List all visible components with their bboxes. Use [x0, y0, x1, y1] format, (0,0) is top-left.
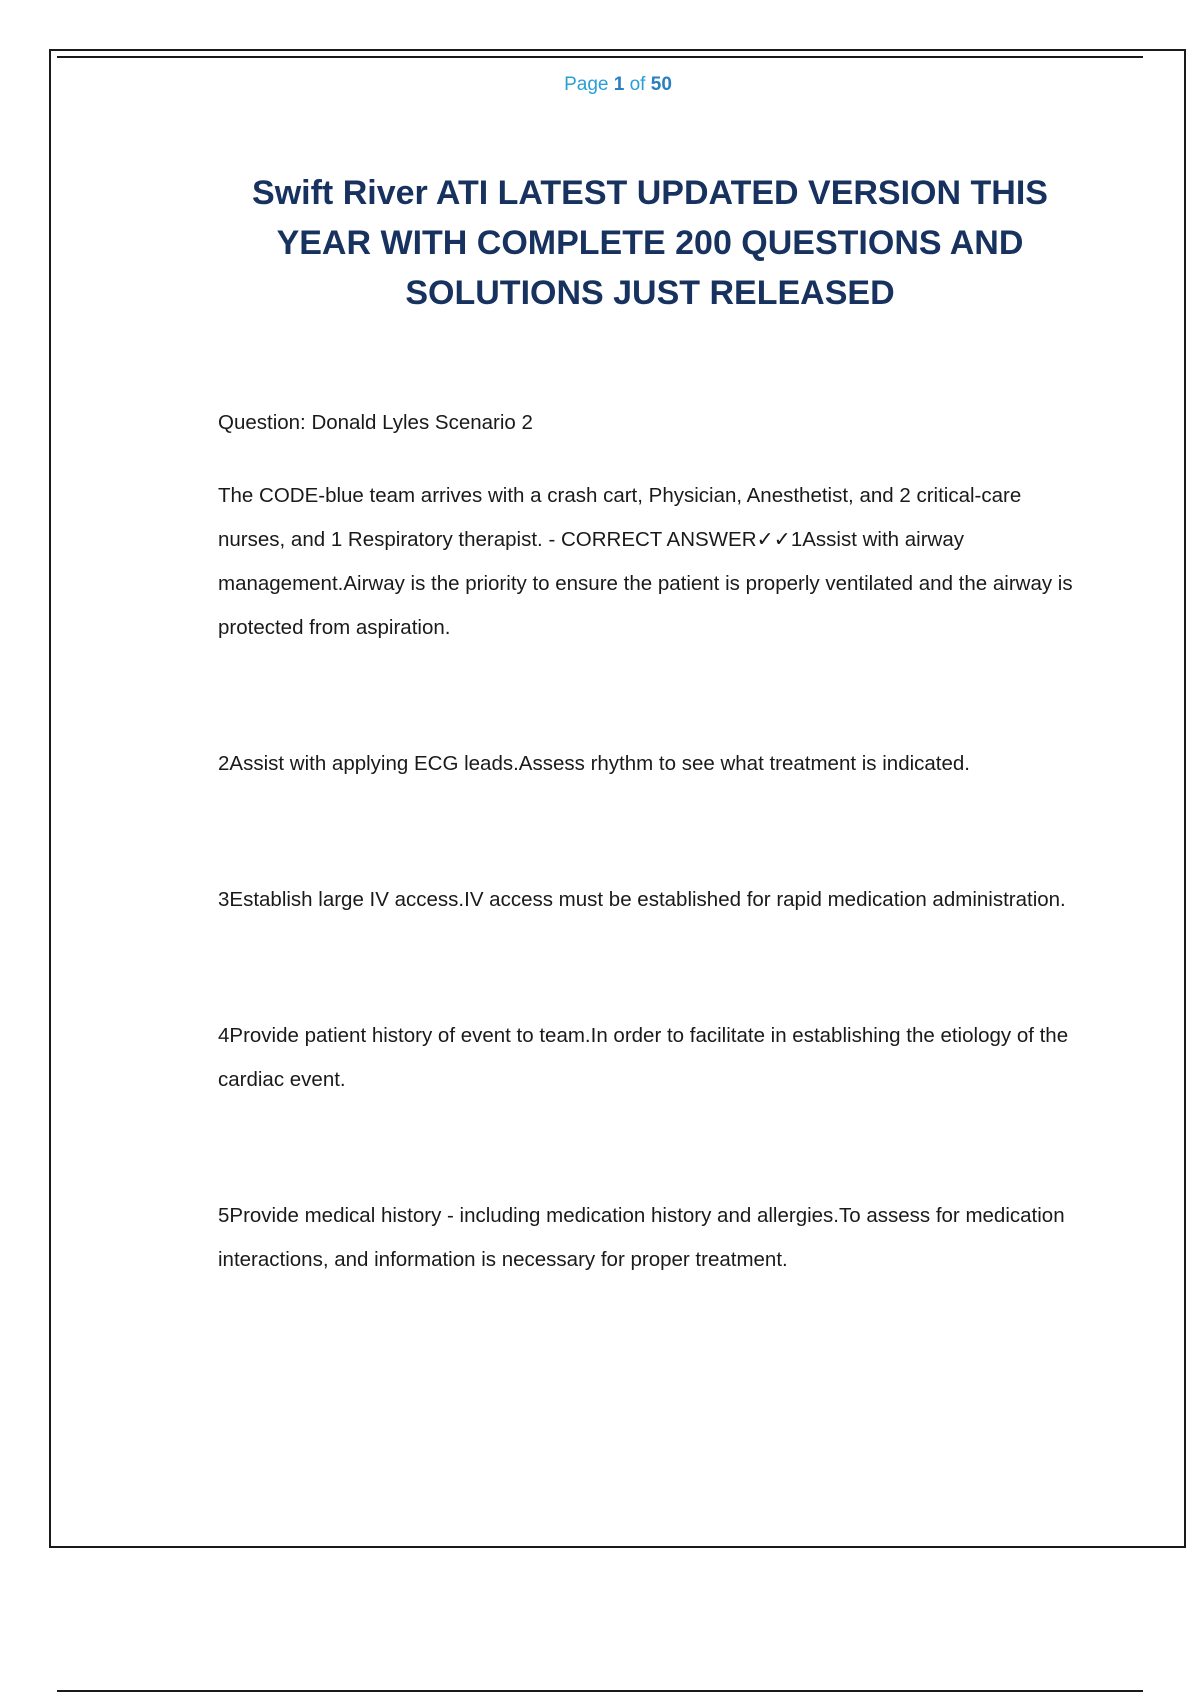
answer-paragraph-5: 5Provide medical history - including medication history and allergies.To assess for medication interactions, and information is necessary for proper treatment. [218, 1204, 1065, 1271]
answer-paragraph-4: 4Provide patient history of event to team.In order to facilitate in establishing the etiology of the cardiac event. [218, 1024, 1069, 1091]
answer-paragraph-3: 3Establish large IV access.IV access must be established for rapid medication administration. [218, 888, 1066, 911]
bottom-rule [57, 1690, 1143, 1692]
document-body [218, 408, 1088, 1282]
total-pages-number: 50 [650, 74, 672, 95]
current-page-number: 1 [613, 74, 625, 95]
document-title: Swift River ATI LATEST UPDATED VERSION THIS YEAR WITH COMPLETE 200 QUESTIONS AND SOLUTIONS JUST RELEASED [252, 174, 1048, 312]
answer-paragraph-2: 2Assist with applying ECG leads.Assess rhythm to see what treatment is indicated. [218, 752, 971, 775]
question-heading: Question: Donald Lyles Scenario 2 [218, 411, 533, 434]
of-word: of [629, 74, 646, 95]
page-word: Page [564, 74, 609, 95]
page-indicator [0, 74, 1200, 96]
answer-paragraph-1: The CODE-blue team arrives with a crash cart, Physician, Anesthetist, and 2 critical-care nurses, and 1 Respiratory therapist. - CORRECT ANSWER✓✓1Assist with airway management.Airway is the priority to ensure the patient is properly ventilated and the airway is protected from aspiration. [218, 484, 1073, 639]
